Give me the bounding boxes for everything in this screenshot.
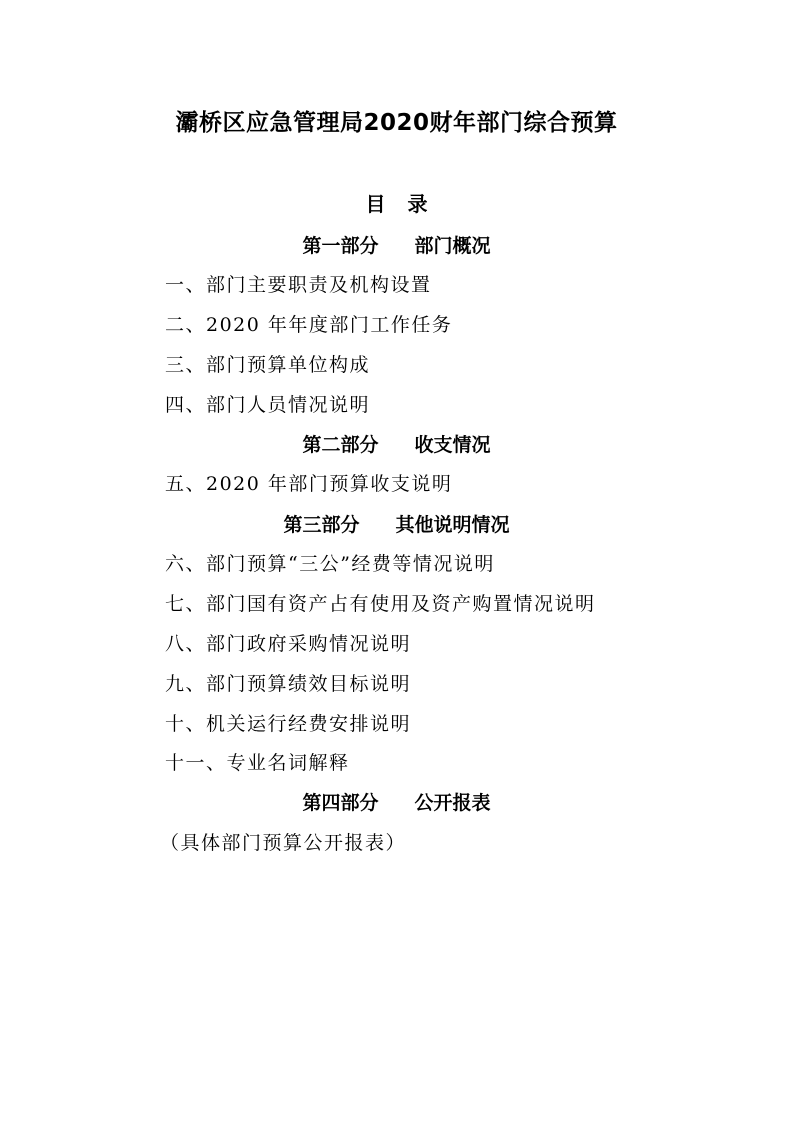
part-name: 收支情况 xyxy=(414,434,491,456)
toc-item-3: 三、部门预算单位构成 xyxy=(165,354,371,376)
toc-heading-right: 录 xyxy=(407,192,428,216)
part-name: 公开报表 xyxy=(414,792,491,814)
toc-heading-left: 目 xyxy=(365,192,386,216)
part-number: 第二部分 xyxy=(302,434,379,456)
toc-item-12: （具体部门预算公开报表） xyxy=(160,832,407,854)
toc-item-10: 十、机关运行经费安排说明 xyxy=(165,713,412,735)
toc-item-5: 五、2020 年部门预算收支说明 xyxy=(165,473,453,495)
part-name: 部门概况 xyxy=(414,235,491,257)
part-name: 其他说明情况 xyxy=(395,514,510,536)
toc-item-8: 八、部门政府采购情况说明 xyxy=(165,633,412,655)
toc-item-4: 四、部门人员情况说明 xyxy=(165,394,371,416)
part-number: 第四部分 xyxy=(302,792,379,814)
toc-item-7: 七、部门国有资产占有使用及资产购置情况说明 xyxy=(165,593,596,615)
part-heading-4 xyxy=(0,788,793,815)
part-number: 第一部分 xyxy=(302,235,379,257)
toc-item-11: 十一、专业名词解释 xyxy=(165,752,350,774)
part-heading-2 xyxy=(0,430,793,457)
toc-item-6: 六、部门预算“三公”经费等情况说明 xyxy=(165,553,495,575)
toc-item-9: 九、部门预算绩效目标说明 xyxy=(165,673,412,695)
part-heading-3 xyxy=(0,510,793,537)
document-title: 灞桥区应急管理局2020财年部门综合预算 xyxy=(175,110,618,136)
part-number: 第三部分 xyxy=(283,514,360,536)
toc-item-1: 一、部门主要职责及机构设置 xyxy=(165,274,432,296)
toc-item-2: 二、2020 年年度部门工作任务 xyxy=(165,314,453,336)
toc-heading xyxy=(0,188,793,217)
part-heading-1 xyxy=(0,231,793,258)
